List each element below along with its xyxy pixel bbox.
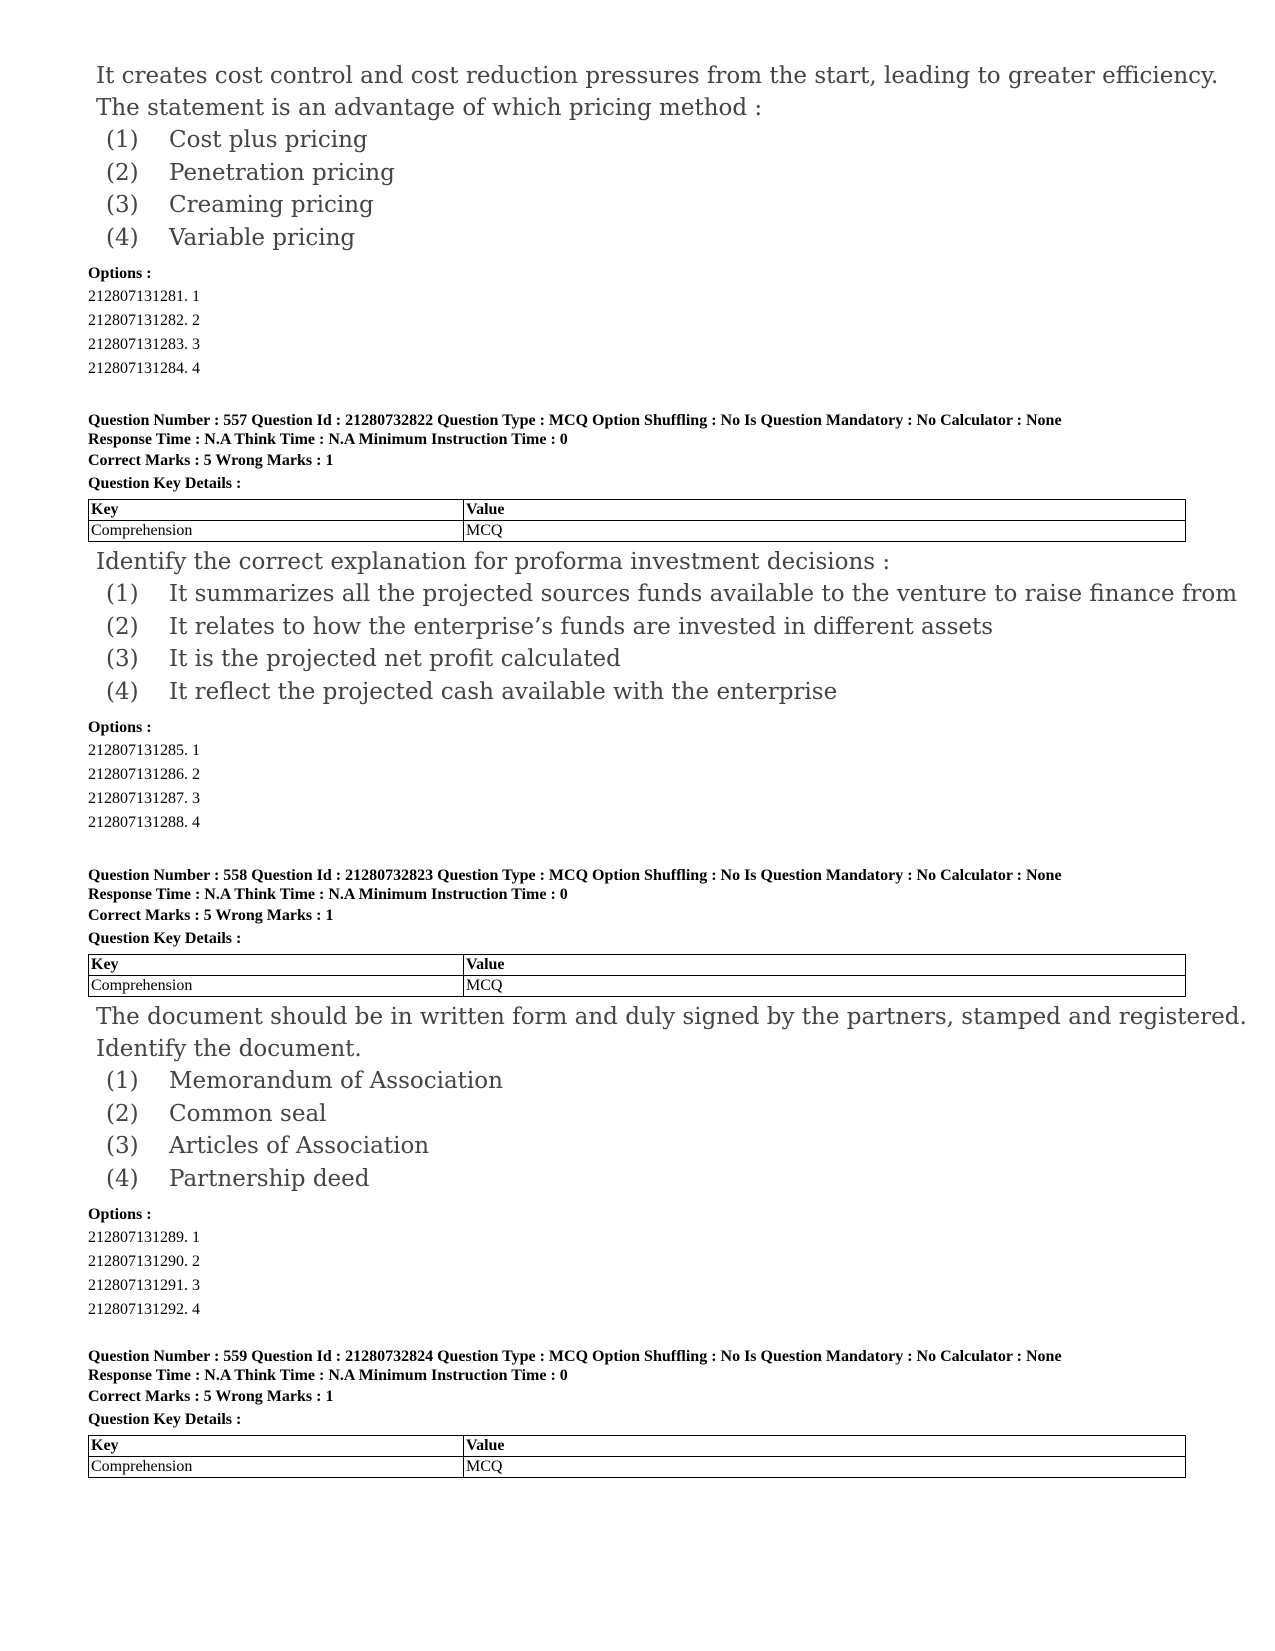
question-stem-line: Identify the document.	[96, 1036, 362, 1062]
option-id: 212807131292. 4	[88, 1301, 200, 1318]
option-id: 212807131283. 3	[88, 336, 200, 353]
option-id: 212807131288. 4	[88, 814, 200, 831]
choice-2: (2) It relates to how the enterprise’s funds are invested in different assets	[106, 613, 994, 640]
question-key-table	[88, 1435, 1186, 1478]
option-id: 212807131284. 4	[88, 360, 200, 377]
question-meta: Question Number : 558 Question Id : 21280732823 Question Type : MCQ Option Shuffling : No Is Question Mandatory : No Calculator : None	[88, 867, 1062, 884]
option-id: 212807131281. 1	[88, 288, 200, 305]
question-key-label: Question Key Details :	[88, 930, 242, 947]
question-stem-line: It creates cost control and cost reduction pressures from the start, leading to greater efficiency.	[96, 63, 1219, 89]
option-id: 212807131285. 1	[88, 742, 200, 759]
option-id: 212807131289. 1	[88, 1229, 200, 1246]
table-cell: MCQ	[464, 521, 1186, 542]
option-id: 212807131287. 3	[88, 790, 200, 807]
question-556-image	[88, 60, 1218, 254]
table-header-value: Value	[464, 1436, 1186, 1457]
table-cell: Comprehension	[89, 1457, 464, 1478]
table-header-key: Key	[89, 1436, 464, 1457]
question-meta: Question Number : 559 Question Id : 21280732824 Question Type : MCQ Option Shuffling : No Is Question Mandatory : No Calculator : None	[88, 1348, 1062, 1365]
options-label: Options :	[88, 265, 152, 282]
question-557	[88, 411, 1237, 835]
question-key-label: Question Key Details :	[88, 1411, 242, 1428]
table-header-value: Value	[464, 955, 1186, 976]
choice-1: (1) Cost plus pricing	[106, 127, 368, 153]
question-stem-line: The statement is an advantage of which pricing method :	[96, 95, 763, 121]
table-cell: MCQ	[464, 976, 1186, 997]
choice-4: (4) Partnership deed	[106, 1165, 370, 1192]
table-cell: MCQ	[464, 1457, 1186, 1478]
table-header-key: Key	[89, 955, 464, 976]
table-header-value: Value	[464, 500, 1186, 521]
choice-1: (1) Memorandum of Association	[106, 1068, 503, 1094]
choice-2: (2) Penetration pricing	[106, 159, 395, 186]
choice-1: (1) It summarizes all the projected sources funds available to the venture to raise finance from	[106, 581, 1238, 607]
choice-4: (4) It reflect the projected cash available with the enterprise	[106, 678, 838, 705]
question-marks: Correct Marks : 5 Wrong Marks : 1	[88, 907, 334, 924]
question-558-image	[88, 1001, 1247, 1195]
question-stem-line: The document should be in written form and duly signed by the partners, stamped and registered.	[96, 1004, 1247, 1030]
table-cell: Comprehension	[89, 521, 464, 542]
question-timing: Response Time : N.A Think Time : N.A Minimum Instruction Time : 0	[88, 431, 568, 448]
question-timing: Response Time : N.A Think Time : N.A Minimum Instruction Time : 0	[88, 886, 568, 903]
question-timing: Response Time : N.A Think Time : N.A Minimum Instruction Time : 0	[88, 1367, 568, 1384]
question-559	[88, 1347, 1186, 1478]
table-header-key: Key	[89, 500, 464, 521]
option-id: 212807131282. 2	[88, 312, 200, 329]
choice-4: (4) Variable pricing	[106, 224, 356, 251]
choice-3: (3) It is the projected net profit calculated	[106, 646, 621, 672]
question-557-image	[88, 546, 1237, 708]
options-label: Options :	[88, 719, 152, 736]
question-marks: Correct Marks : 5 Wrong Marks : 1	[88, 452, 334, 469]
option-id: 212807131286. 2	[88, 766, 200, 783]
question-key-table	[88, 499, 1186, 542]
option-id: 212807131291. 3	[88, 1277, 200, 1294]
question-key-label: Question Key Details :	[88, 475, 242, 492]
question-558	[88, 866, 1247, 1322]
question-marks: Correct Marks : 5 Wrong Marks : 1	[88, 1388, 334, 1405]
option-id: 212807131290. 2	[88, 1253, 200, 1270]
question-meta: Question Number : 557 Question Id : 21280732822 Question Type : MCQ Option Shuffling : No Is Question Mandatory : No Calculator : None	[88, 412, 1062, 429]
question-key-table	[88, 954, 1186, 997]
choice-3: (3) Articles of Association	[106, 1133, 430, 1159]
table-cell: Comprehension	[89, 976, 464, 997]
choice-2: (2) Common seal	[106, 1100, 327, 1127]
options-label: Options :	[88, 1206, 152, 1223]
question-556	[88, 60, 1218, 381]
choice-3: (3) Creaming pricing	[106, 192, 374, 218]
question-stem-line: Identify the correct explanation for proforma investment decisions :	[96, 549, 891, 575]
